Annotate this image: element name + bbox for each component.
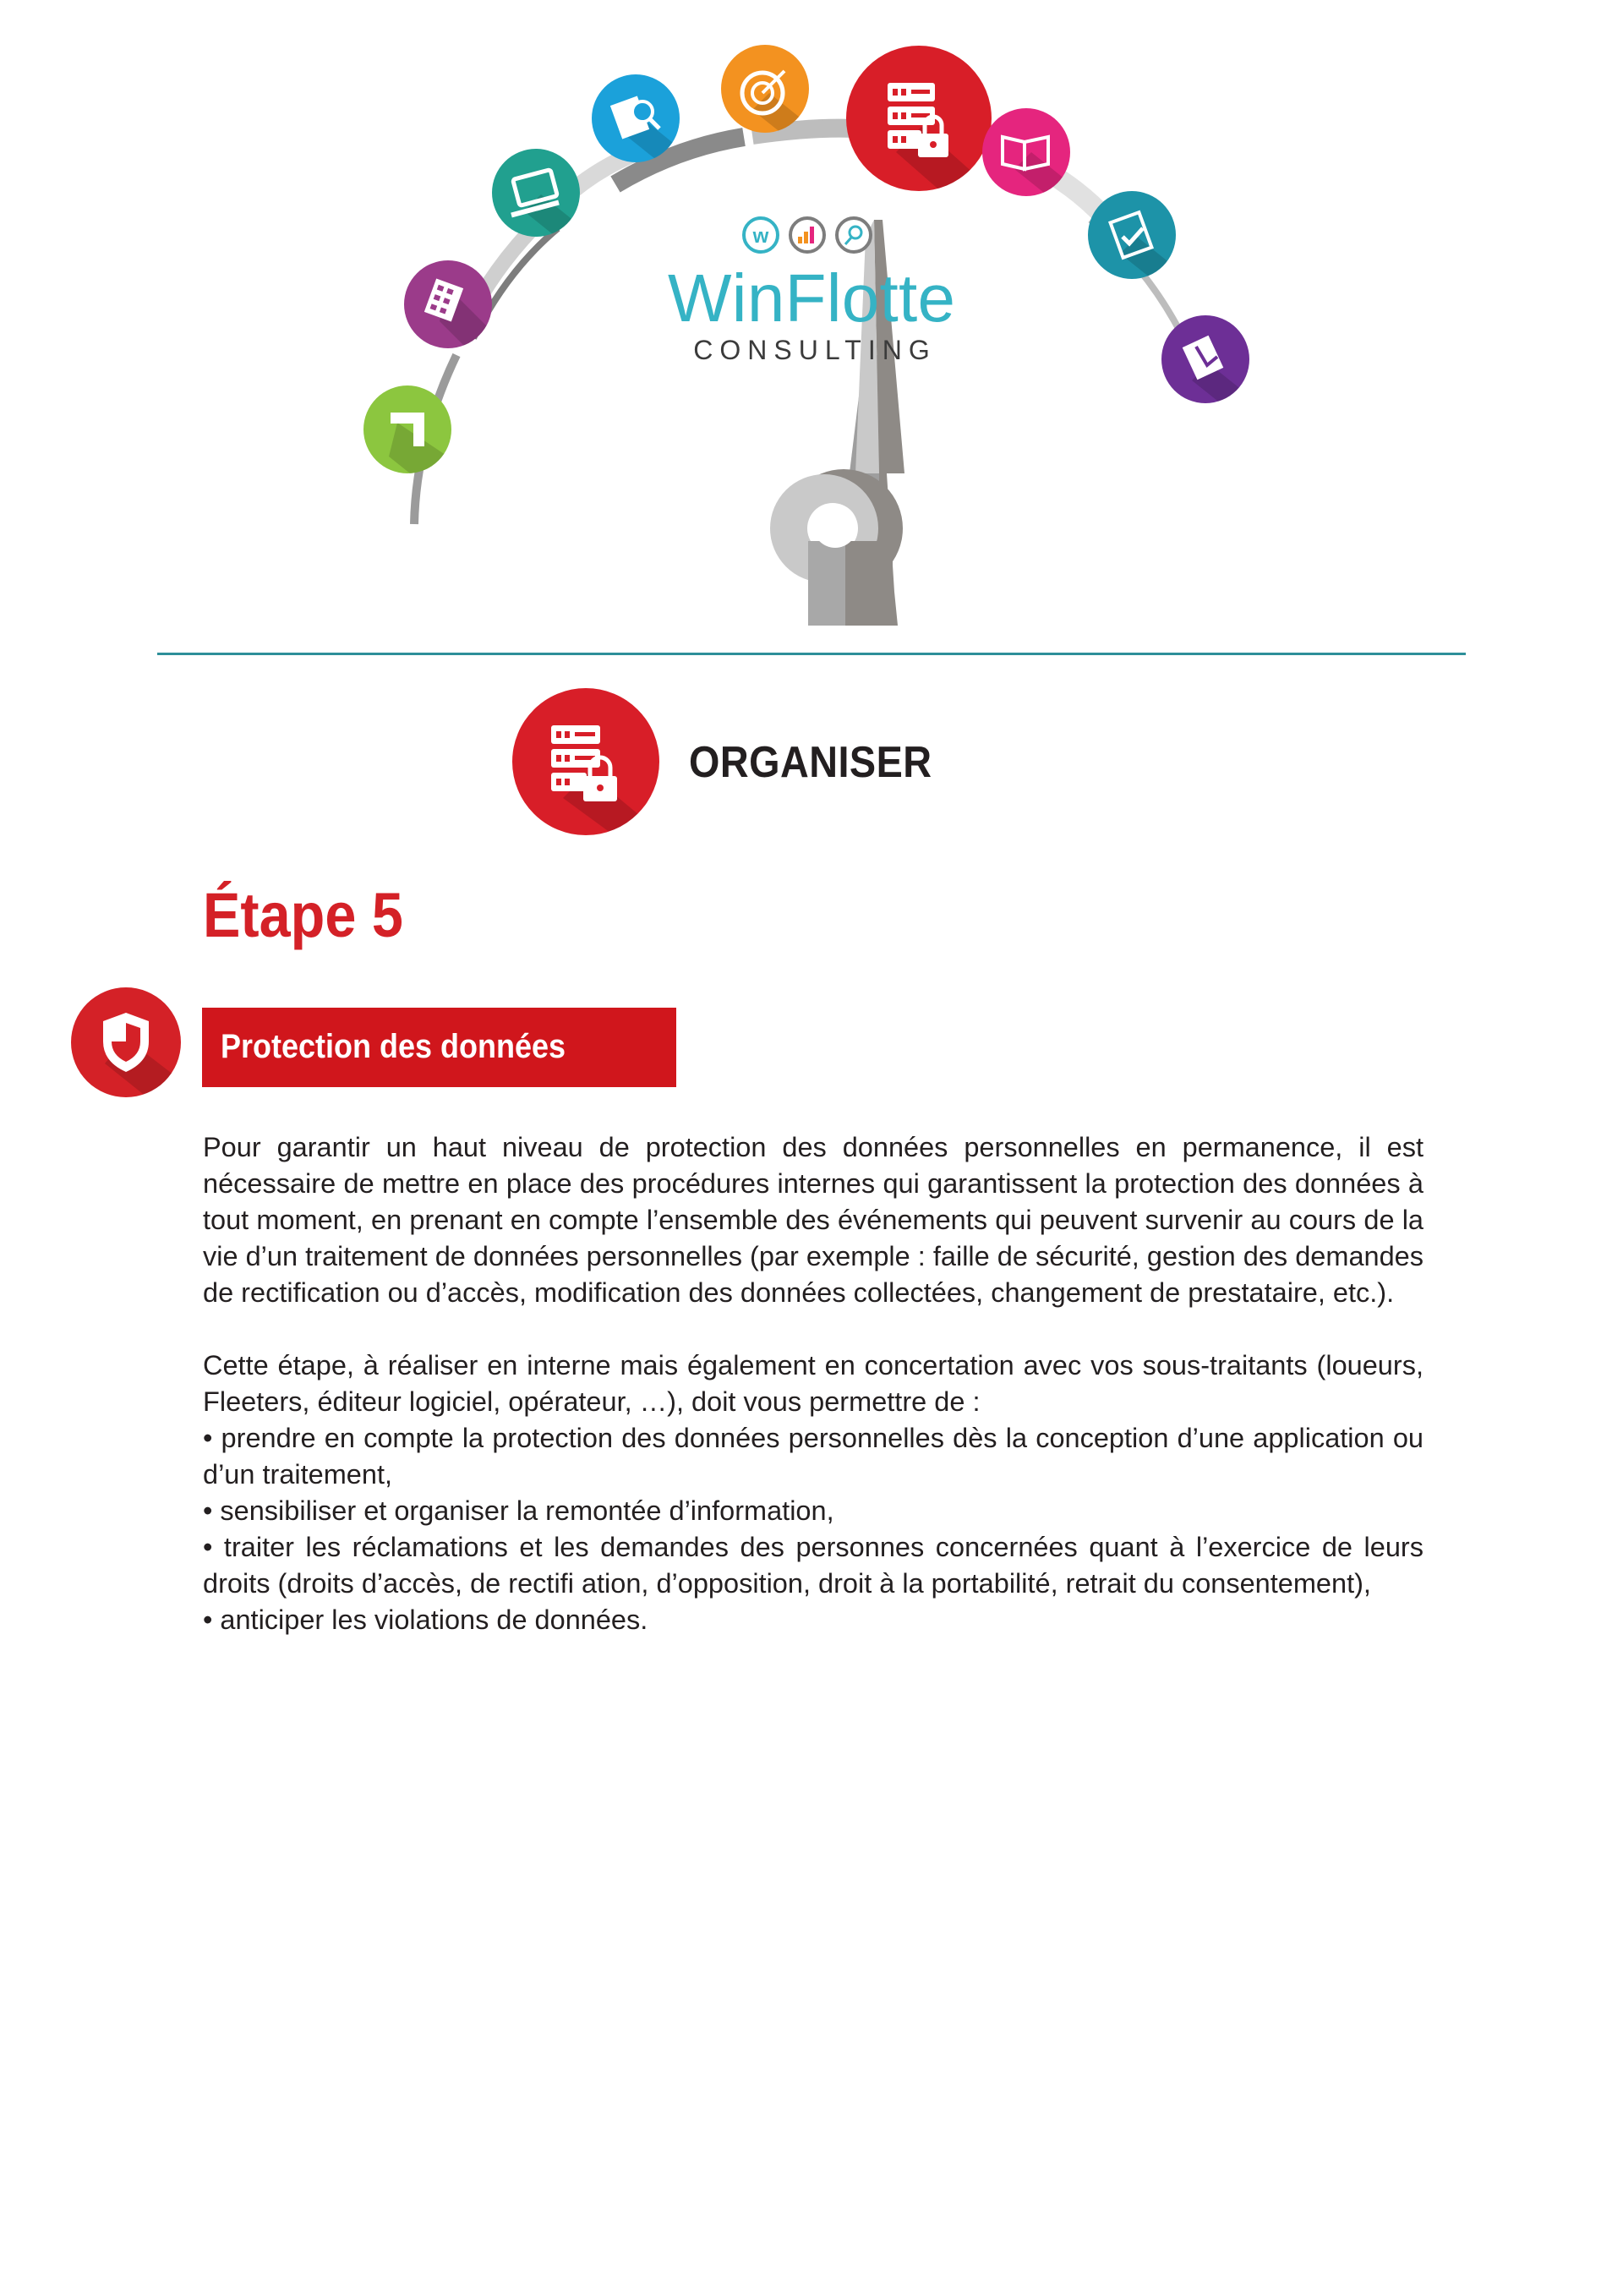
subheading-label: Protection des données [221, 1028, 566, 1065]
list-item: • prendre en compte la protection des données personnelles dès la conception d’une application ou d’un traitement, [203, 1423, 1424, 1490]
shield-icon [71, 987, 181, 1097]
server-lock-icon [512, 688, 659, 835]
svg-text:w: w [752, 225, 769, 248]
list-item: • anticiper les violations de données. [203, 1604, 648, 1635]
arrow-icon [363, 385, 451, 490]
server-lock-icon [846, 46, 997, 211]
logo [668, 218, 955, 365]
hero-illustration [0, 0, 1623, 642]
clipboard-check-icon [1088, 191, 1179, 287]
body-text [203, 1129, 1424, 1638]
paper-icon [1161, 315, 1251, 414]
list-item: • traiter les réclamations et les demandes des personnes concernées quant à l’exercice de leurs droits (droits d’accès, de rectifi ation, d’opposition, droit à la portabilité, retrait du consentement), [203, 1532, 1424, 1599]
divider-rule [157, 653, 1466, 655]
section-title: ORGANISER [689, 738, 932, 787]
paragraph-2 [203, 1348, 1424, 1638]
logo-tagline: CONSULTING [693, 335, 937, 365]
building-icon [404, 260, 499, 355]
list-item: • sensibiliser et organiser la remontée d’information, [203, 1495, 834, 1526]
paragraph-2-intro: Cette étape, à réaliser en interne mais également en concertation avec vos sous-traitants (loueurs, Fleeters, éditeur logiciel, opérateur, …), doit vous permettre de : [203, 1350, 1424, 1417]
logo-name: WinFlotte [668, 260, 955, 336]
paragraph-1: Pour garantir un haut niveau de protection des données personnelles en permanence, il est nécessaire de mettre en place des procédures internes qui garantissent la protection des données à tout moment, en prenant en compte l’ensemble des événements qui peuvent survenir au cours de la vie d’un traitement de données personnelles (par exemple : faille de sécurité, gestion des demandes de rectification ou d’accès, modification des données collectées, changement de prestataire, etc.). [203, 1132, 1424, 1308]
laptop-icon [492, 149, 583, 245]
subheading-banner [202, 1008, 676, 1087]
step-title: Étape 5 [203, 880, 403, 950]
